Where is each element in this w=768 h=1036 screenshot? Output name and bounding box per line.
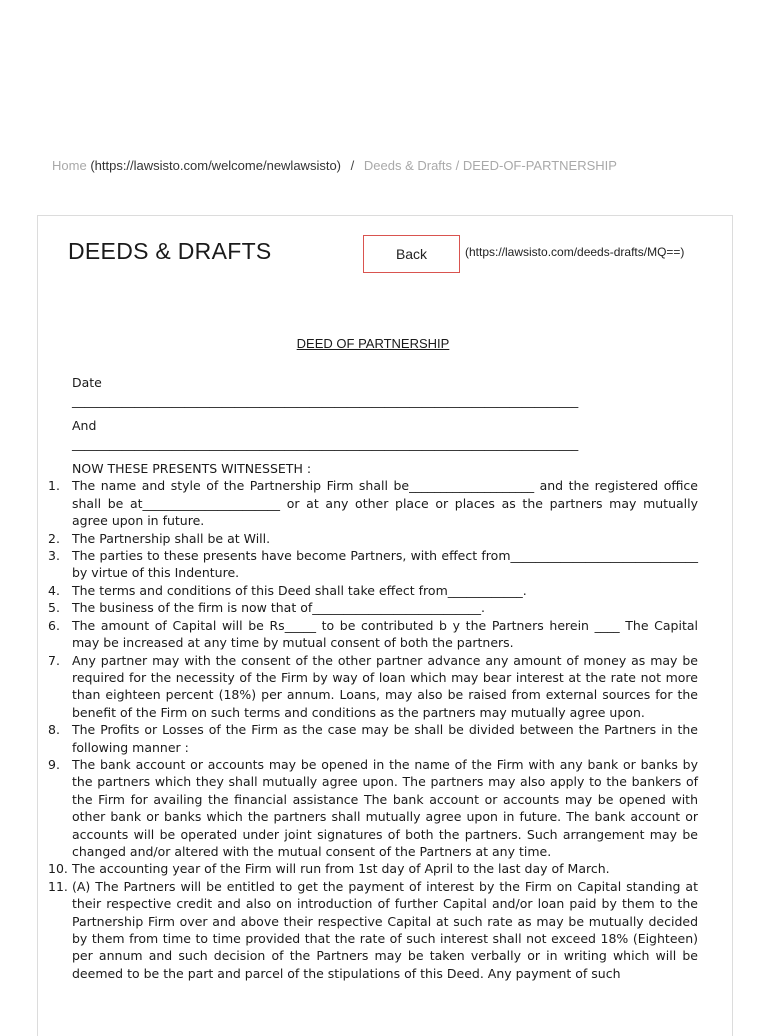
clause-item [48, 721, 698, 756]
clause-number: 2. [48, 530, 60, 546]
clause-item [48, 582, 698, 599]
and-blank-line: _________________________________________________________________________________ [72, 435, 579, 451]
breadcrumb-current[interactable]: Deeds & Drafts / DEED-OF-PARTNERSHIP [363, 158, 617, 173]
clause-item [48, 477, 698, 529]
back-button[interactable]: Back [363, 235, 460, 273]
clause-text: The name and style of the Partnership Firm shall be____________________ and the registered office shall be at______________________ or at any other place or places as the partners may mutually agree upon in future. [72, 478, 698, 529]
clause-number: 9. [48, 756, 60, 772]
clause-item [48, 652, 698, 722]
breadcrumb-home-url: (https://lawsisto.com/welcome/newlawsisto) [90, 158, 342, 173]
clause-number: 4. [48, 582, 60, 598]
clause-item [48, 878, 698, 982]
clause-text: The business of the firm is now that of___________________________. [72, 600, 485, 616]
clause-text: The amount of Capital will be Rs_____ to be contributed b y the Partners herein ____ The Capital may be increased at any time by mutual consent of both the partners. [72, 617, 698, 651]
clause-number: 8. [48, 722, 60, 738]
clause-number: 3. [48, 548, 60, 564]
clause-text: The parties to these presents have become Partners, with effect from______________________________ by virtue of this Indenture. [72, 548, 698, 581]
page-title: DEEDS & DRAFTS [68, 238, 272, 264]
clause-number: 7. [48, 652, 60, 668]
clause-text: The Profits or Losses of the Firm as the case may be shall be divided between the Partners in the following manner : [72, 722, 698, 755]
back-url: (https://lawsisto.com/deeds-drafts/MQ==) [465, 245, 685, 259]
clause-text: The Partnership shall be at Will. [72, 530, 271, 546]
clause-item [48, 756, 698, 860]
clause-number: 10. [48, 861, 68, 877]
breadcrumb-home-link[interactable]: Home [52, 158, 87, 173]
date-label: Date [72, 375, 102, 391]
clause-item [48, 860, 698, 877]
clause-text: Any partner may with the consent of the other partner advance any amount of money as may be required for the necessity of the Firm by way of loan which may bear interest at the rate not more than eighteen percent (18%) per annum. Loans, may also be raised from external sources for the benefit of the Firm on such terms and conditions as the partners may mutually agree upon. [72, 652, 698, 720]
deed-document [48, 335, 698, 982]
clause-list [48, 477, 698, 982]
clause-item [48, 599, 698, 616]
document-title: DEED OF PARTNERSHIP [296, 336, 450, 351]
witness-heading: NOW THESE PRESENTS WITNESSETH : [72, 461, 312, 477]
clause-text: The accounting year of the Firm will run from 1st day of April to the last day of March. [72, 861, 610, 877]
date-blank-line: _________________________________________________________________________________ [72, 392, 579, 408]
clause-item [48, 547, 698, 582]
clause-text: (A) The Partners will be entitled to get the payment of interest by the Firm on Capital standing at their respective credit and also on introduction of further Capital and/or loan paid by them to the Partnership Firm over and above their respective Capital at such rate as may be mutually decided by them from time to time provided that the rate of such interest shall not exceed 18% (Eighteen) per annum and such decision of the Partners may be taken verbally or in writing which will be deemed to be the part and parcel of the stipulations of this Deed. Any payment of such [72, 878, 698, 981]
and-label: And [72, 418, 97, 434]
clause-item [48, 617, 698, 652]
clause-number: 6. [48, 617, 60, 633]
clause-text: The terms and conditions of this Deed shall take effect from____________. [72, 582, 527, 598]
clause-number: 1. [48, 478, 60, 494]
clause-item [48, 530, 698, 547]
clause-number: 11. [48, 878, 68, 894]
breadcrumb-separator: / [350, 158, 355, 173]
breadcrumb [52, 158, 617, 173]
clause-text: The bank account or accounts may be opened in the name of the Firm with any bank or banks by the partners which they shall mutually agree upon. The partners may also apply to the bankers of the Firm for availing the financial assistance The bank account or accounts may be opened with other bank or banks which the partners shall mutually agree upon in future. The bank account or accounts will be operated under joint signatures of both the partners. Such arrangement may be changed and/or altered with the mutual consent of the Partners at any time. [72, 756, 698, 859]
clause-number: 5. [48, 600, 60, 616]
